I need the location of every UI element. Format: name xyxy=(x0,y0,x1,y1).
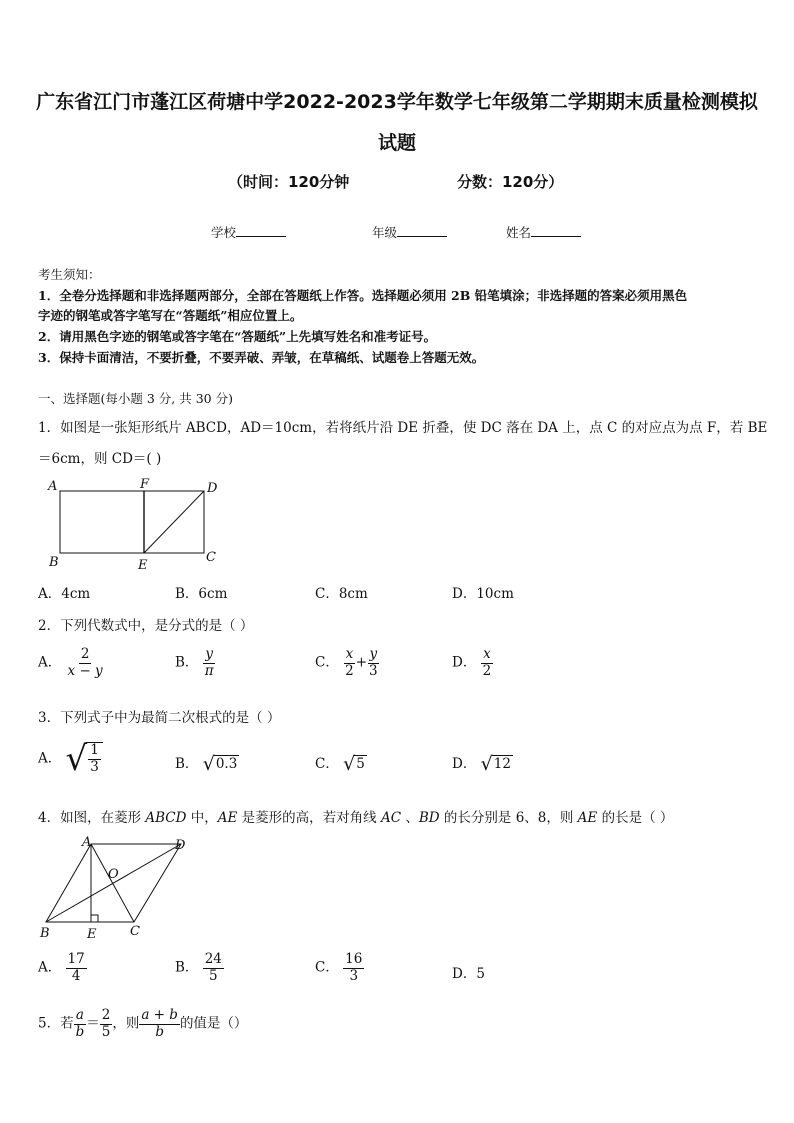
q4-stem-bd: BD xyxy=(418,810,440,826)
q1-stem-line2: ＝6cm，则 CD＝( ) xyxy=(38,451,162,467)
q4-c-numerator: 16 xyxy=(345,951,363,967)
notice-item-2: 2．请用黑色字迹的钢笔或答字笔在“答题纸”上先填写姓名和准考证号。 xyxy=(38,329,437,344)
school-field[interactable] xyxy=(211,223,286,241)
q4-stem-part: 的长是（ ） xyxy=(597,810,674,826)
q2-option-a-label: A． xyxy=(38,654,62,671)
q3-option-b[interactable] xyxy=(175,752,239,774)
q3-option-a[interactable] xyxy=(38,739,103,779)
q4-right-angle-mark xyxy=(91,915,98,922)
q1-point-e: E xyxy=(138,558,148,573)
q2-stem: 2．下列代数式中，是分式的是（ ） xyxy=(38,618,254,634)
q3-a-denominator: 3 xyxy=(90,759,99,775)
q5-stem xyxy=(38,1008,247,1040)
school-blank xyxy=(236,224,286,237)
q4-option-a[interactable] xyxy=(38,952,87,984)
q2-a-denominator: x − y xyxy=(67,662,103,679)
q4-stem-part: 是菱形的高，若对角线 xyxy=(237,810,381,826)
grade-field[interactable] xyxy=(372,223,447,241)
q4-stem xyxy=(38,806,673,826)
q4-stem-ae: AE xyxy=(577,810,598,826)
q2-c-denominator-1: 2 xyxy=(345,662,354,679)
q4-figure-rhombus xyxy=(36,834,196,944)
q4-b-denominator: 5 xyxy=(209,967,218,984)
q5-f1-denominator: b xyxy=(75,1023,85,1040)
name-blank xyxy=(531,224,581,237)
q5-stem-part: 的值是（） xyxy=(179,1015,248,1032)
q3-c-radical-sign: √ xyxy=(343,753,356,775)
q4-point-b: B xyxy=(40,926,50,941)
notice-item-3: 3．保持卡面清洁，不要折叠，不要弄破、弄皱，在草稿纸、试题卷上答题无效。 xyxy=(38,350,485,365)
q1-line-de xyxy=(144,491,204,553)
q1-point-a: A xyxy=(48,479,58,494)
q1-stem-line1: 1．如图是一张矩形纸片 ABCD，AD＝10cm，若将纸片沿 DE 折叠，使 DC 落在 DA 上，点 C 的对应点为点 F，若 BE xyxy=(38,420,768,436)
q4-c-denominator: 3 xyxy=(349,967,359,984)
q5-f2-denominator: 5 xyxy=(101,1023,111,1040)
name-field[interactable] xyxy=(506,223,581,241)
q1-rect-abef xyxy=(60,491,204,553)
q3-a-radical-sign: √ xyxy=(65,739,88,779)
q3-c-radicand: 5 xyxy=(356,756,365,773)
q4-diagonal-ac xyxy=(91,844,134,922)
exam-score: 分数：120分） xyxy=(457,173,564,191)
q3-b-radicand: 0.3 xyxy=(215,756,238,773)
q2-option-c-label: C． xyxy=(315,654,339,671)
q4-stem-part: 4．如图，在菱形 xyxy=(38,810,146,826)
q2-c-plus: + xyxy=(355,654,368,671)
notice-item-1-line1: 1．全卷分选择题和非选择题两部分，全部在答题纸上作答。选择题必须用 2B 铅笔填涂；非选择题的答案必须用黑色 xyxy=(38,288,688,303)
q2-c-numerator-1: x xyxy=(345,646,354,662)
q2-option-b-label: B． xyxy=(175,654,199,671)
q4-stem-part: 中， xyxy=(186,810,218,826)
q4-a-numerator: 17 xyxy=(67,951,85,967)
q2-b-denominator: π xyxy=(204,662,214,679)
q2-b-numerator: y xyxy=(205,646,213,662)
q1-option-a[interactable]: A．4cm xyxy=(38,586,91,602)
q4-point-c: C xyxy=(130,924,140,939)
q2-option-a[interactable] xyxy=(38,647,105,679)
grade-label: 年级 xyxy=(372,225,398,240)
q1-point-d: D xyxy=(207,481,218,496)
q3-d-radicand: 12 xyxy=(493,756,511,773)
q3-d-radical-sign: √ xyxy=(480,753,493,775)
q4-stem-ae: AE xyxy=(217,810,238,826)
name-label: 姓名 xyxy=(506,225,532,240)
q2-option-b[interactable] xyxy=(175,647,216,679)
q2-option-d[interactable] xyxy=(452,647,493,679)
q4-a-denominator: 4 xyxy=(71,967,81,984)
q2-c-denominator-2: 3 xyxy=(369,662,378,679)
q4-option-b[interactable] xyxy=(175,952,224,984)
q5-f3-numerator: a + b xyxy=(141,1007,178,1023)
q2-option-c[interactable] xyxy=(315,647,380,679)
q4-option-d[interactable]: D．5 xyxy=(452,966,485,982)
q4-diagonal-bd xyxy=(46,844,181,922)
q2-d-denominator: 2 xyxy=(482,662,492,679)
q3-option-c-label: C． xyxy=(315,756,339,772)
q3-b-radical-sign: √ xyxy=(202,753,215,775)
q5-stem-part: 5．若 xyxy=(38,1015,74,1032)
q4-option-b-label: B． xyxy=(175,959,199,976)
q4-point-o: O xyxy=(108,867,119,882)
q1-option-c[interactable]: C．8cm xyxy=(315,586,368,602)
q5-equals: ＝ xyxy=(86,1015,100,1032)
q4-b-numerator: 24 xyxy=(204,951,222,967)
q1-option-d[interactable]: D．10cm xyxy=(452,586,514,602)
q3-option-d-label: D． xyxy=(452,756,477,772)
q5-f1-numerator: a xyxy=(75,1007,84,1023)
q4-option-c-label: C． xyxy=(315,959,339,976)
q4-stem-ac: AC xyxy=(380,810,402,826)
q3-stem: 3．下列式子中为最简二次根式的是（ ） xyxy=(38,710,281,726)
q1-point-c: C xyxy=(206,550,216,565)
q2-d-numerator: x xyxy=(483,646,491,662)
q3-option-c[interactable] xyxy=(315,752,367,774)
q4-option-a-label: A． xyxy=(38,959,62,976)
q3-option-d[interactable] xyxy=(452,752,513,774)
q4-stem-part: 的长分别是 6、8，则 xyxy=(439,810,578,826)
q5-f3-denominator: b xyxy=(155,1023,164,1040)
q2-a-numerator: 2 xyxy=(80,646,90,662)
document-title-line1: 广东省江门市蓬江区荷塘中学2022-2023学年数学七年级第二学期期末质量检测模拟 xyxy=(36,91,758,113)
q2-option-d-label: D． xyxy=(452,654,477,671)
q1-point-f: F xyxy=(140,477,150,492)
q4-stem-abcd: ABCD xyxy=(145,810,187,826)
q1-figure-rectangle xyxy=(40,474,230,574)
q5-f2-numerator: 2 xyxy=(101,1007,111,1023)
exam-time: （时间：120分钟 xyxy=(228,173,350,191)
notice-item-1-line2: 字迹的钢笔或答字笔写在“答题纸”相应位置上。 xyxy=(38,308,303,323)
q4-point-d: D xyxy=(175,838,186,853)
q4-option-c[interactable] xyxy=(315,952,364,984)
q1-point-b: B xyxy=(49,555,59,570)
q3-a-numerator: 1 xyxy=(90,742,99,759)
q4-stem-part: 、 xyxy=(401,810,419,826)
school-label: 学校 xyxy=(211,225,237,240)
section-heading: 一、选择题(每小题 3 分, 共 30 分) xyxy=(38,391,233,406)
q4-point-e: E xyxy=(87,927,97,942)
q2-c-numerator-2: y xyxy=(369,646,378,662)
document-title-line2: 试题 xyxy=(377,132,416,154)
notice-heading: 考生须知： xyxy=(38,267,101,282)
q3-option-b-label: B． xyxy=(175,756,199,772)
q3-option-a-label: A． xyxy=(38,750,62,767)
q5-stem-part: ，则 xyxy=(112,1015,140,1032)
q1-option-b[interactable]: B．6cm xyxy=(175,586,228,602)
grade-blank xyxy=(397,224,447,237)
q4-point-a: A xyxy=(82,835,92,850)
